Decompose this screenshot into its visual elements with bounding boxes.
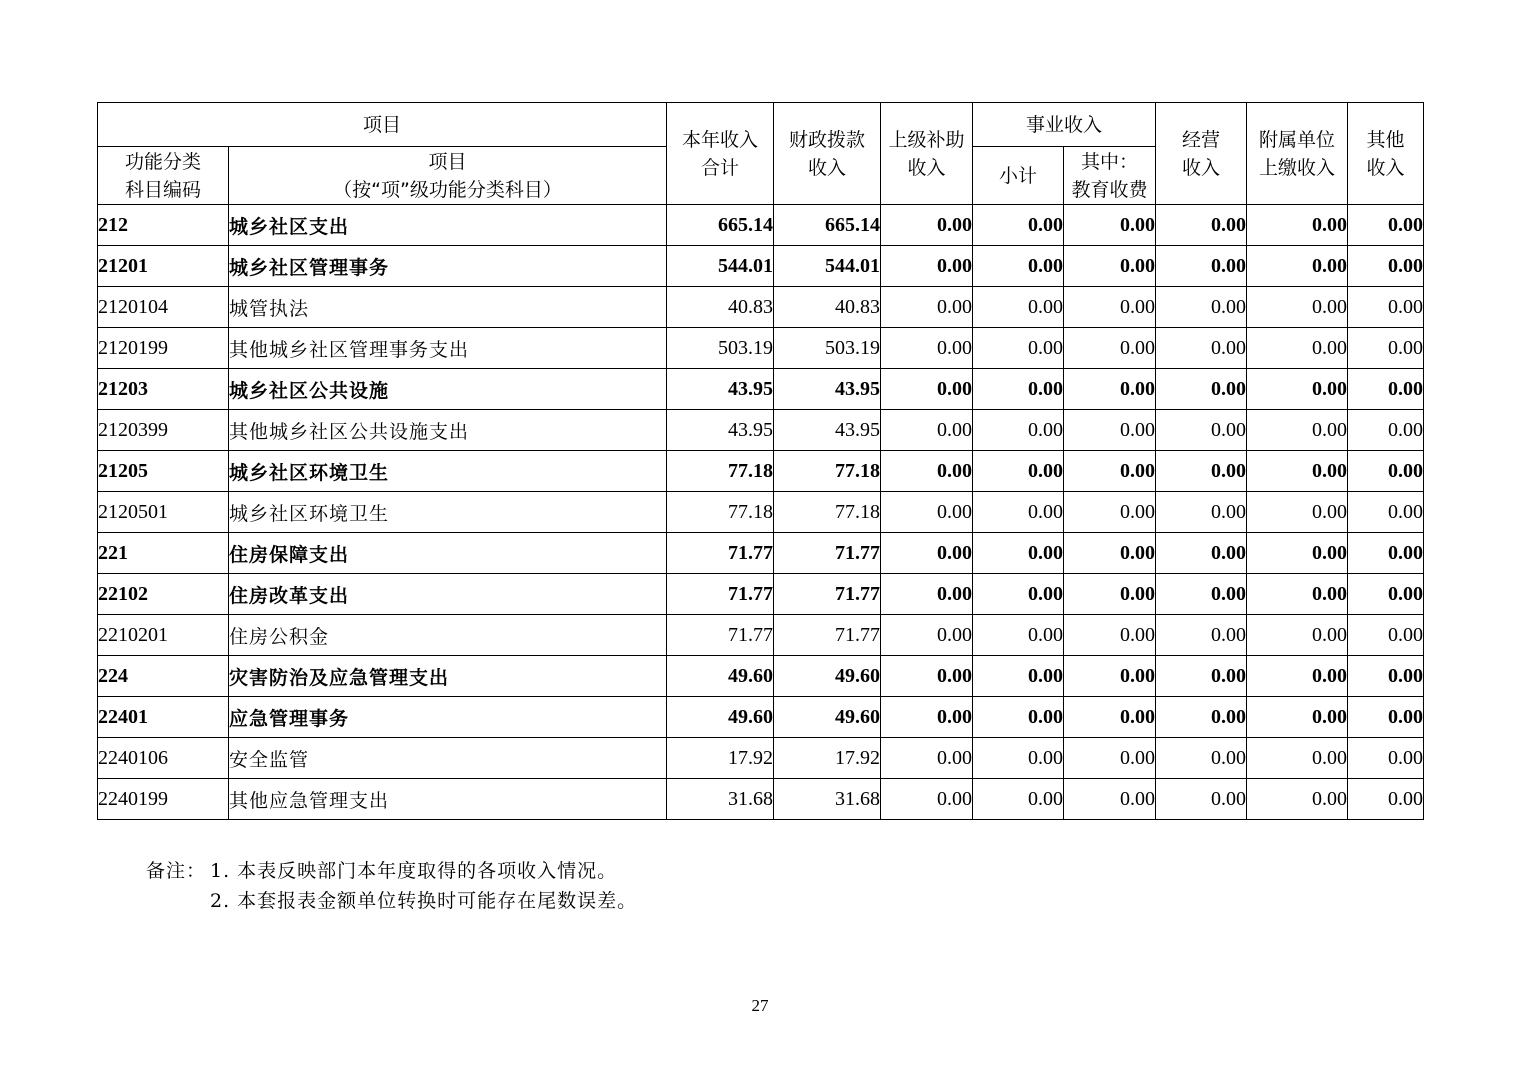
subtotal-cell: 0.00 [973,492,1064,533]
table-row [98,328,1424,369]
header-affiliate: 附属单位 上缴收入 [1247,103,1348,205]
header-edu: 其中： 教育收费 [1064,147,1156,205]
subtotal-cell: 0.00 [973,574,1064,615]
fiscal-cell: 43.95 [774,369,881,410]
table-row [98,656,1424,697]
superior-cell: 0.00 [881,615,973,656]
edu-cell: 0.00 [1064,492,1156,533]
total-cell: 40.83 [667,287,774,328]
affiliate-cell: 0.00 [1247,697,1348,738]
table-body [98,205,1424,820]
header-operating: 经营 收入 [1156,103,1247,205]
superior-cell: 0.00 [881,492,973,533]
total-cell: 503.19 [667,328,774,369]
income-table [97,102,1424,820]
name-cell: 城管执法 [229,287,667,328]
total-cell: 71.77 [667,574,774,615]
total-cell: 49.60 [667,656,774,697]
subtotal-cell: 0.00 [973,246,1064,287]
superior-cell: 0.00 [881,451,973,492]
subtotal-cell: 0.00 [973,451,1064,492]
fiscal-cell: 71.77 [774,533,881,574]
other-cell: 0.00 [1348,533,1424,574]
operating-cell: 0.00 [1156,287,1247,328]
other-cell: 0.00 [1348,369,1424,410]
code-cell: 221 [98,533,229,574]
other-cell: 0.00 [1348,492,1424,533]
total-cell: 43.95 [667,410,774,451]
name-cell: 城乡社区公共设施 [229,369,667,410]
name-cell: 其他城乡社区公共设施支出 [229,410,667,451]
header-total: 本年收入 合计 [667,103,774,205]
other-cell: 0.00 [1348,410,1424,451]
operating-cell: 0.00 [1156,615,1247,656]
name-cell: 灾害防治及应急管理支出 [229,656,667,697]
affiliate-cell: 0.00 [1247,738,1348,779]
operating-cell: 0.00 [1156,779,1247,820]
operating-cell: 0.00 [1156,246,1247,287]
total-cell: 77.18 [667,492,774,533]
fiscal-cell: 49.60 [774,697,881,738]
table-row [98,205,1424,246]
subtotal-cell: 0.00 [973,697,1064,738]
table-row [98,574,1424,615]
name-cell: 其他应急管理支出 [229,779,667,820]
affiliate-cell: 0.00 [1247,574,1348,615]
note-item-2 [146,886,637,916]
notes-prefix: 备注： [146,860,207,882]
subtotal-cell: 0.00 [973,779,1064,820]
other-cell: 0.00 [1348,656,1424,697]
fiscal-cell: 71.77 [774,574,881,615]
affiliate-cell: 0.00 [1247,205,1348,246]
table-row [98,369,1424,410]
note-item-1 [146,856,637,886]
other-cell: 0.00 [1348,738,1424,779]
code-cell: 2240199 [98,779,229,820]
name-cell: 城乡社区管理事务 [229,246,667,287]
code-cell: 2120501 [98,492,229,533]
other-cell: 0.00 [1348,328,1424,369]
total-cell: 17.92 [667,738,774,779]
affiliate-cell: 0.00 [1247,615,1348,656]
fiscal-cell: 544.01 [774,246,881,287]
edu-cell: 0.00 [1064,615,1156,656]
other-cell: 0.00 [1348,779,1424,820]
notes [146,856,637,916]
edu-cell: 0.00 [1064,697,1156,738]
code-cell: 224 [98,656,229,697]
name-cell: 其他城乡社区管理事务支出 [229,328,667,369]
fiscal-cell: 503.19 [774,328,881,369]
table-row [98,451,1424,492]
fiscal-cell: 77.18 [774,492,881,533]
superior-cell: 0.00 [881,205,973,246]
total-cell: 71.77 [667,615,774,656]
other-cell: 0.00 [1348,205,1424,246]
edu-cell: 0.00 [1064,738,1156,779]
code-cell: 2120399 [98,410,229,451]
header-subtotal: 小计 [973,147,1064,205]
superior-cell: 0.00 [881,246,973,287]
superior-cell: 0.00 [881,779,973,820]
edu-cell: 0.00 [1064,246,1156,287]
fiscal-cell: 665.14 [774,205,881,246]
header-item: 项目 （按“项”级功能分类科目） [229,147,667,205]
affiliate-cell: 0.00 [1247,246,1348,287]
subtotal-cell: 0.00 [973,328,1064,369]
name-cell: 城乡社区环境卫生 [229,492,667,533]
total-cell: 77.18 [667,451,774,492]
code-cell: 21205 [98,451,229,492]
affiliate-cell: 0.00 [1247,287,1348,328]
fiscal-cell: 49.60 [774,656,881,697]
code-cell: 21201 [98,246,229,287]
fiscal-cell: 71.77 [774,615,881,656]
code-cell: 2210201 [98,615,229,656]
affiliate-cell: 0.00 [1247,451,1348,492]
edu-cell: 0.00 [1064,328,1156,369]
note-text: 2. 本套报表金额单位转换时可能存在尾数误差。 [210,890,638,912]
edu-cell: 0.00 [1064,369,1156,410]
page-number: 27 [751,996,769,1015]
total-cell: 665.14 [667,205,774,246]
operating-cell: 0.00 [1156,205,1247,246]
header-code: 功能分类 科目编码 [98,147,229,205]
name-cell: 应急管理事务 [229,697,667,738]
edu-cell: 0.00 [1064,656,1156,697]
code-cell: 2120104 [98,287,229,328]
other-cell: 0.00 [1348,697,1424,738]
fiscal-cell: 31.68 [774,779,881,820]
code-cell: 212 [98,205,229,246]
affiliate-cell: 0.00 [1247,656,1348,697]
superior-cell: 0.00 [881,574,973,615]
superior-cell: 0.00 [881,410,973,451]
other-cell: 0.00 [1348,451,1424,492]
code-cell: 2120199 [98,328,229,369]
affiliate-cell: 0.00 [1247,328,1348,369]
subtotal-cell: 0.00 [973,369,1064,410]
edu-cell: 0.00 [1064,779,1156,820]
table-row [98,697,1424,738]
table-row [98,287,1424,328]
operating-cell: 0.00 [1156,328,1247,369]
notes-indent [146,886,210,916]
superior-cell: 0.00 [881,697,973,738]
total-cell: 49.60 [667,697,774,738]
name-cell: 住房保障支出 [229,533,667,574]
superior-cell: 0.00 [881,533,973,574]
superior-cell: 0.00 [881,656,973,697]
name-cell: 住房公积金 [229,615,667,656]
other-cell: 0.00 [1348,574,1424,615]
other-cell: 0.00 [1348,246,1424,287]
table-row [98,738,1424,779]
operating-cell: 0.00 [1156,533,1247,574]
name-cell: 住房改革支出 [229,574,667,615]
table-row [98,615,1424,656]
affiliate-cell: 0.00 [1247,533,1348,574]
affiliate-cell: 0.00 [1247,779,1348,820]
note-text: 1. 本表反映部门本年度取得的各项收入情况。 [210,860,618,882]
other-cell: 0.00 [1348,615,1424,656]
code-cell: 22102 [98,574,229,615]
subtotal-cell: 0.00 [973,615,1064,656]
operating-cell: 0.00 [1156,492,1247,533]
header-business: 事业收入 [973,103,1156,147]
subtotal-cell: 0.00 [973,205,1064,246]
edu-cell: 0.00 [1064,287,1156,328]
code-cell: 22401 [98,697,229,738]
other-cell: 0.00 [1348,287,1424,328]
table-row [98,533,1424,574]
edu-cell: 0.00 [1064,574,1156,615]
edu-cell: 0.00 [1064,533,1156,574]
table-header [98,103,1424,205]
operating-cell: 0.00 [1156,410,1247,451]
superior-cell: 0.00 [881,328,973,369]
name-cell: 城乡社区环境卫生 [229,451,667,492]
name-cell: 城乡社区支出 [229,205,667,246]
total-cell: 544.01 [667,246,774,287]
table-row [98,779,1424,820]
table-row [98,410,1424,451]
affiliate-cell: 0.00 [1247,492,1348,533]
operating-cell: 0.00 [1156,451,1247,492]
operating-cell: 0.00 [1156,574,1247,615]
operating-cell: 0.00 [1156,369,1247,410]
fiscal-cell: 77.18 [774,451,881,492]
operating-cell: 0.00 [1156,656,1247,697]
name-cell: 安全监管 [229,738,667,779]
subtotal-cell: 0.00 [973,287,1064,328]
superior-cell: 0.00 [881,738,973,779]
total-cell: 31.68 [667,779,774,820]
total-cell: 71.77 [667,533,774,574]
header-other: 其他 收入 [1348,103,1424,205]
subtotal-cell: 0.00 [973,738,1064,779]
edu-cell: 0.00 [1064,451,1156,492]
affiliate-cell: 0.00 [1247,369,1348,410]
subtotal-cell: 0.00 [973,656,1064,697]
subtotal-cell: 0.00 [973,533,1064,574]
table-row [98,246,1424,287]
header-project: 项目 [98,103,667,147]
subtotal-cell: 0.00 [973,410,1064,451]
total-cell: 43.95 [667,369,774,410]
code-cell: 2240106 [98,738,229,779]
header-superior: 上级补助 收入 [881,103,973,205]
operating-cell: 0.00 [1156,738,1247,779]
edu-cell: 0.00 [1064,410,1156,451]
edu-cell: 0.00 [1064,205,1156,246]
affiliate-cell: 0.00 [1247,410,1348,451]
fiscal-cell: 17.92 [774,738,881,779]
header-fiscal: 财政拨款 收入 [774,103,881,205]
code-cell: 21203 [98,369,229,410]
superior-cell: 0.00 [881,287,973,328]
fiscal-cell: 43.95 [774,410,881,451]
table-row [98,492,1424,533]
superior-cell: 0.00 [881,369,973,410]
fiscal-cell: 40.83 [774,287,881,328]
operating-cell: 0.00 [1156,697,1247,738]
